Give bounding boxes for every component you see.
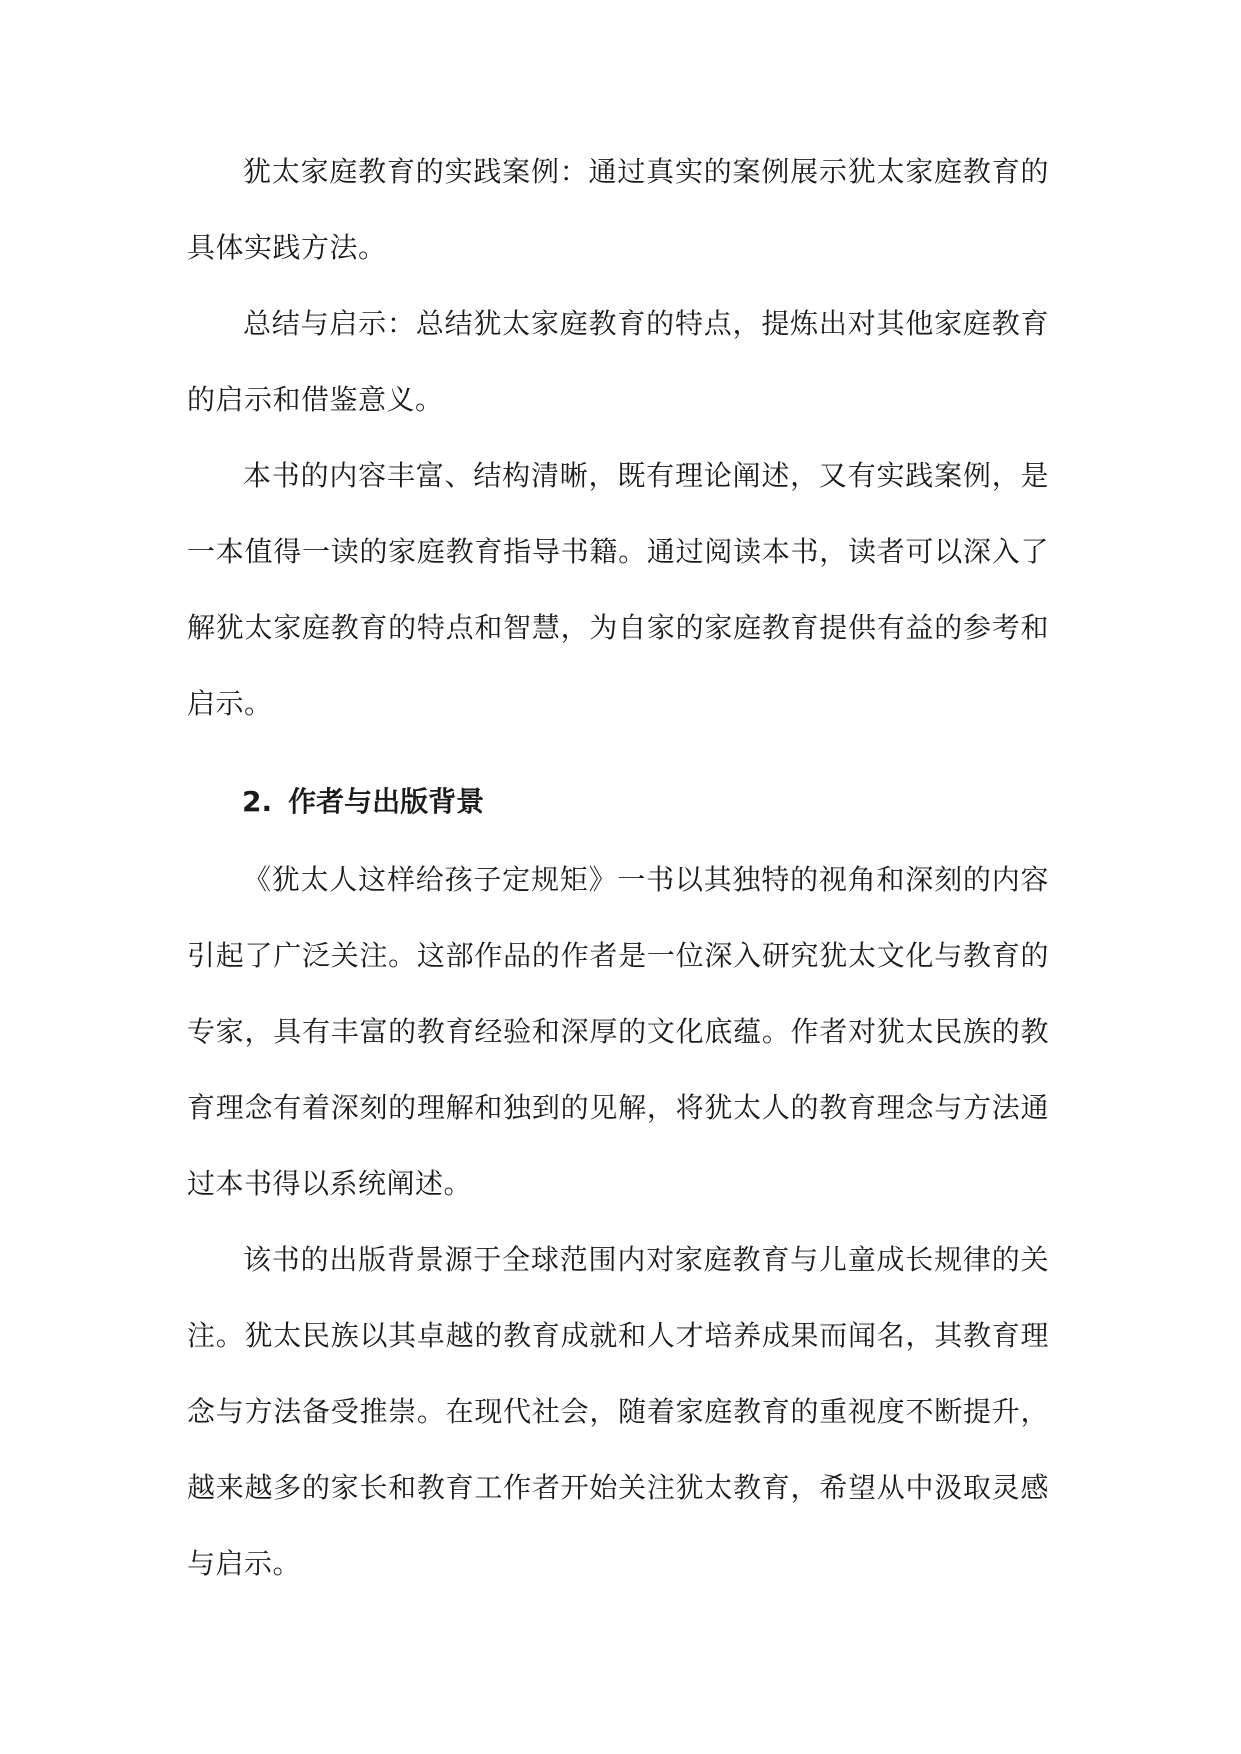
paragraph-practice-cases: 犹太家庭教育的实践案例：通过真实的案例展示犹太家庭教育的具体实践方法。 — [187, 155, 1049, 264]
paragraph-book-overview: 本书的内容丰富、结构清晰，既有理论阐述，又有实践案例，是一本值得一读的家庭教育指导书籍。通过阅读本书，读者可以深入了解犹太家庭教育的特点和智慧，为自家的家庭教育提供有益的参考和启示。 — [187, 459, 1049, 720]
paragraph-summary-insights: 总结与启示：总结犹太家庭教育的特点，提炼出对其他家庭教育的启示和借鉴意义。 — [187, 307, 1049, 416]
section-title: 作者与出版背景 — [288, 785, 485, 818]
paragraph-author: 《犹太人这样给孩子定规矩》一书以其独特的视角和深刻的内容引起了广泛关注。这部作品的作者是一位深入研究犹太文化与教育的专家，具有丰富的教育经验和深厚的文化底蕴。作者对犹太民族的教育理念有着深刻的理解和独到的见解，将犹太人的教育理念与方法通过本书得以系统阐述。 — [187, 863, 1049, 1200]
section-number: 2. — [242, 785, 273, 818]
section-heading — [242, 782, 484, 822]
paragraph-publication-background: 该书的出版背景源于全球范围内对家庭教育与儿童成长规律的关注。犹太民族以其卓越的教育成就和人才培养成果而闻名，其教育理念与方法备受推崇。在现代社会，随着家庭教育的重视度不断提升，越来越多的家长和教育工作者开始关注犹太教育，希望从中汲取灵感与启示。 — [187, 1243, 1049, 1580]
